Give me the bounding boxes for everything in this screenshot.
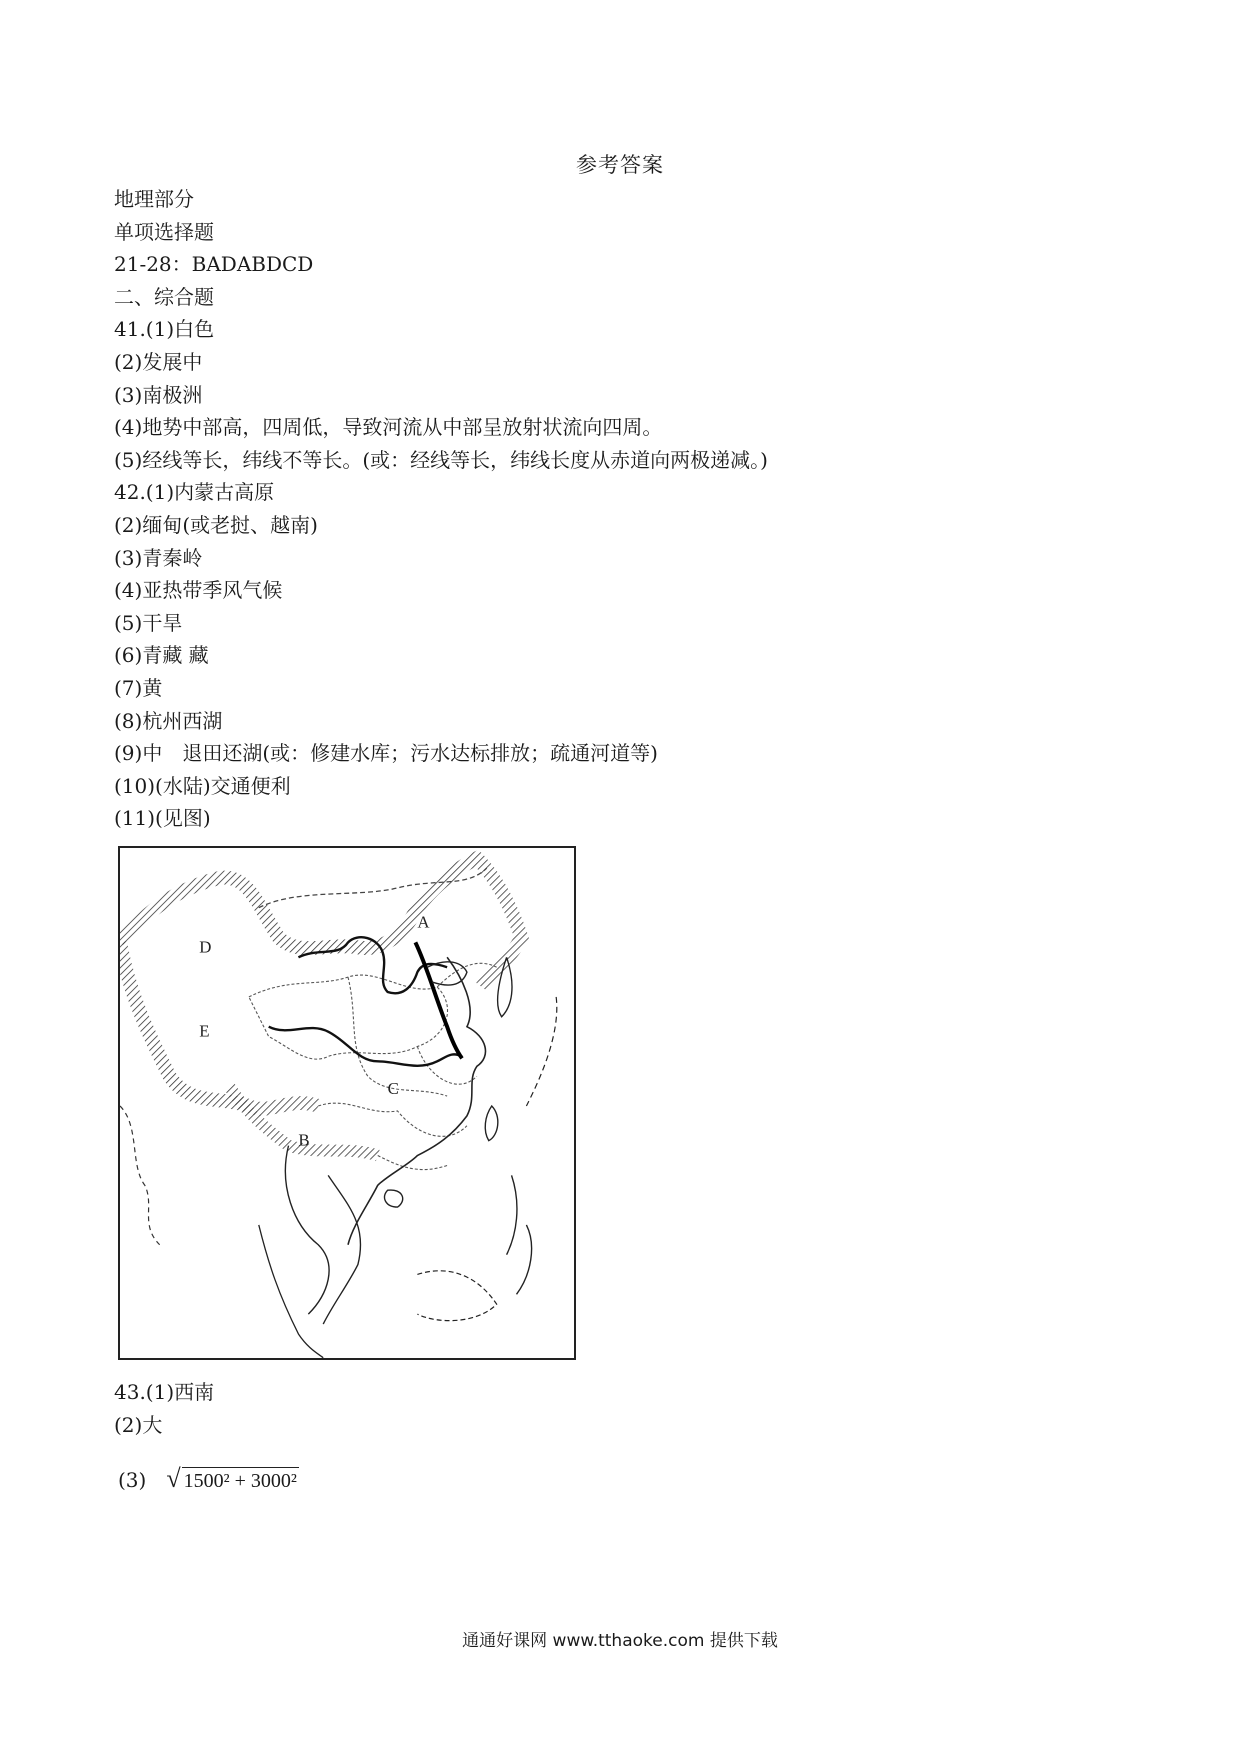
- answer-line: (3)青秦岭: [114, 545, 203, 570]
- answer-line: (2)大: [114, 1412, 163, 1437]
- indochina-coast: [285, 1146, 360, 1324]
- yangtze-river: [269, 1027, 462, 1066]
- page-footer: 通通好课网 www.tthaoke.com 提供下载: [462, 1631, 778, 1651]
- china-map-figure: [118, 846, 576, 1360]
- province-lines-3: [318, 1103, 467, 1169]
- map-label-a: A: [417, 912, 430, 932]
- answer-line: (10)(水陆)交通便利: [114, 773, 291, 798]
- western-border: [120, 942, 318, 1108]
- section-heading: 地理部分: [114, 187, 194, 211]
- grand-canal: [415, 942, 462, 1058]
- shandong-outline: [427, 962, 467, 985]
- answer-line: (6)青藏 藏: [114, 643, 209, 668]
- subsection-heading: 二、综合题: [114, 284, 214, 309]
- map-drawing: [120, 848, 574, 1358]
- answer-line: (2)缅甸(或老挝、越南): [114, 512, 318, 537]
- answer-line: (4)亚热带季风气候: [114, 578, 283, 603]
- answer-line: (5)干旱: [114, 610, 183, 635]
- answer-list: [114, 183, 768, 835]
- west-border-dashes: [120, 1106, 160, 1245]
- answer-line: (2)发展中: [114, 349, 203, 374]
- radical-sign: √: [166, 1463, 181, 1493]
- answer-line: (9)中 退田还湖(或：修建水库；污水达标排放；疏通河道等): [114, 741, 658, 766]
- taiwan-outline: [485, 1106, 498, 1141]
- answer-line: (4)地势中部高，四周低，导致河流从中部呈放射状流向四周。: [114, 415, 663, 440]
- radicand: 1500² + 3000²: [182, 1467, 299, 1494]
- formula-number: (3): [118, 1468, 147, 1492]
- formula-answer: [118, 1460, 299, 1500]
- borneo-outline: [417, 1271, 496, 1321]
- province-lines-2: [348, 963, 497, 1099]
- answer-line: (3)南极洲: [114, 382, 203, 407]
- answer-line: 41.(1)白色: [114, 317, 215, 342]
- answer-line: 42.(1)内蒙古高原: [114, 480, 275, 505]
- map-label-b: B: [298, 1130, 310, 1150]
- japan-coast: [526, 997, 556, 1106]
- square-root-formula: [166, 1463, 299, 1494]
- answer-line: 21-28：BADABDCD: [114, 252, 314, 277]
- subsection-heading: 单项选择题: [114, 219, 214, 244]
- coastline: [348, 957, 486, 1244]
- answer-line: (11)(见图): [114, 806, 211, 831]
- map-label-d: D: [199, 937, 212, 957]
- hainan-outline: [384, 1190, 402, 1207]
- answer-line: (7)黄: [114, 675, 163, 700]
- answer-line: (5)经线等长，纬线不等长。(或：经线等长，纬线长度从赤道向两极递减。): [114, 447, 768, 472]
- northern-border: [120, 858, 521, 987]
- map-label-c: C: [387, 1079, 399, 1099]
- page-title: 参考答案: [576, 153, 664, 177]
- answer-list-continued: [114, 1376, 214, 1441]
- answer-line: (8)杭州西湖: [114, 708, 223, 733]
- answer-line: 43.(1)西南: [114, 1380, 215, 1404]
- philippines-outline: [507, 1175, 532, 1294]
- map-label-e: E: [199, 1021, 210, 1041]
- malay-peninsula: [259, 1225, 323, 1358]
